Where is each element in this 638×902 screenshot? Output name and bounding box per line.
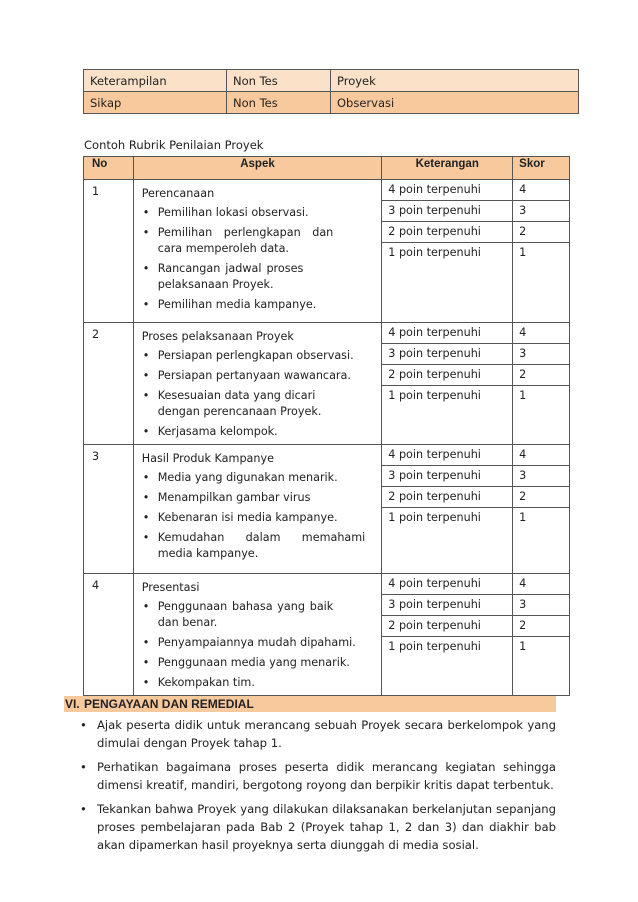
table-cell: Keterampilan <box>84 70 227 92</box>
criteria-item: 3 poin terpenuhi <box>382 201 512 222</box>
table-row <box>84 445 570 574</box>
list-item: • Persiapan perlengkapan observasi. <box>142 348 374 364</box>
list-item: • Kesesuaian data yang dicari dengan perencanaan Proyek. <box>142 388 374 420</box>
list-item: • Media yang digunakan menarik. <box>142 470 374 486</box>
header-keterangan: Keterangan <box>382 157 513 180</box>
criteria-item: 1 poin terpenuhi <box>388 511 481 524</box>
aspect-title: Proses pelaksanaan Proyek <box>141 330 294 343</box>
header-aspek: Aspek <box>133 157 382 180</box>
score-item: 2 <box>513 487 569 508</box>
list-item: • Persiapan pertanyaan wawancara. <box>142 368 374 384</box>
table-cell: Sikap <box>84 92 227 114</box>
score-cell <box>513 445 570 574</box>
criteria-item: 2 poin terpenuhi <box>382 487 512 508</box>
criteria-item: 3 poin terpenuhi <box>382 344 512 365</box>
list-item <box>80 758 556 794</box>
table-row <box>84 70 579 92</box>
score-item: 4 <box>513 445 569 466</box>
bullet-icon: • <box>80 760 87 774</box>
aspect-title: Hasil Produk Kampanye <box>141 452 274 465</box>
criteria-item: 3 poin terpenuhi <box>382 466 512 487</box>
criteria-item: 4 poin terpenuhi <box>382 180 512 201</box>
list-item-text: Tekankan bahwa Proyek yang dilakukan dilaksanakan berkelanjutan sepanjang proses pembelajaran pada Bab 2 (Proyek tahap 1, 2 dan 3) dan diakhir bab akan dipamerkan hasil proyeknya serta diunggah di media sosial. <box>97 802 556 852</box>
score-item: 3 <box>513 201 569 222</box>
criteria-item: 3 poin terpenuhi <box>382 595 512 616</box>
list-item: • Menampilkan gambar virus <box>142 490 374 506</box>
score-item: 4 <box>513 574 569 595</box>
aspect-items <box>142 599 374 691</box>
criteria-item: 2 poin terpenuhi <box>382 365 512 386</box>
list-item: • Rancangan jadwal proses pelaksanaan Proyek. <box>142 261 374 293</box>
score-cell <box>513 180 570 323</box>
aspect-cell <box>133 323 382 445</box>
list-item-text: Perhatikan bagaimana proses peserta didik merancang kegiatan sehingga dimensi kreatif, mandiri, bergotong royong dan berpikir kritis dapat terbentuk. <box>97 760 556 792</box>
score-item: 2 <box>513 616 569 637</box>
header-no: No <box>84 157 134 180</box>
list-item: • Penyampaiannya mudah dipahami. <box>142 635 374 651</box>
score-item: 1 <box>519 246 527 259</box>
score-item: 3 <box>513 466 569 487</box>
criteria-cell <box>382 445 513 574</box>
bullet-icon: • <box>80 802 87 816</box>
row-number: 3 <box>84 445 134 574</box>
bullet-icon: • <box>80 718 87 732</box>
list-item: • Penggunaan media yang menarik. <box>142 655 374 671</box>
aspect-title: Presentasi <box>141 581 200 594</box>
criteria-item: 1 poin terpenuhi <box>388 640 481 653</box>
table-row <box>84 574 570 696</box>
score-item: 4 <box>513 323 569 344</box>
row-number: 1 <box>84 180 134 323</box>
section-title: PENGAYAAN DAN REMEDIAL <box>84 697 254 711</box>
aspect-items <box>142 348 374 440</box>
list-item: • Kebenaran isi media kampanye. <box>142 510 374 526</box>
section-heading <box>64 696 556 712</box>
aspect-items <box>142 205 374 313</box>
score-item: 4 <box>513 180 569 201</box>
list-item-text: Ajak peserta didik untuk merancang sebuah Proyek secara berkelompok yang dimulai dengan Proyek tahap 1. <box>97 718 556 750</box>
criteria-cell <box>382 180 513 323</box>
score-item: 1 <box>519 640 527 653</box>
list-item <box>80 716 556 752</box>
list-item: • Kerjasama kelompok. <box>142 424 374 440</box>
table-header-row <box>84 157 570 180</box>
criteria-item: 4 poin terpenuhi <box>382 323 512 344</box>
list-item <box>80 800 556 854</box>
score-cell <box>513 574 570 696</box>
assessment-type-table <box>83 69 579 114</box>
table-cell: Non Tes <box>227 70 331 92</box>
table-cell: Non Tes <box>227 92 331 114</box>
score-item: 3 <box>513 595 569 616</box>
aspect-cell <box>133 574 382 696</box>
criteria-item: 1 poin terpenuhi <box>388 246 481 259</box>
criteria-item: 2 poin terpenuhi <box>382 616 512 637</box>
aspect-cell <box>133 445 382 574</box>
table-cell: Observasi <box>331 92 579 114</box>
criteria-item: 2 poin terpenuhi <box>382 222 512 243</box>
table-row <box>84 323 570 445</box>
criteria-item: 4 poin terpenuhi <box>382 445 512 466</box>
table-cell: Proyek <box>331 70 579 92</box>
section-number: VI. <box>65 697 80 711</box>
section-list <box>80 716 556 860</box>
aspect-items <box>142 470 374 562</box>
row-number: 2 <box>84 323 134 445</box>
list-item: • Kekompakan tim. <box>142 675 374 691</box>
score-item: 2 <box>513 222 569 243</box>
aspect-cell <box>133 180 382 323</box>
table-caption: Contoh Rubrik Penilaian Proyek <box>84 138 264 152</box>
list-item: • Penggunaan bahasa yang baik dan benar. <box>142 599 374 631</box>
list-item: • Pemilihan lokasi observasi. <box>142 205 374 221</box>
table-row <box>84 180 570 323</box>
score-item: 3 <box>513 344 569 365</box>
score-cell <box>513 323 570 445</box>
criteria-item: 1 poin terpenuhi <box>388 389 481 402</box>
header-skor: Skor <box>513 157 570 180</box>
rubric-table <box>83 156 570 696</box>
table-row <box>84 92 579 114</box>
aspect-title: Perencanaan <box>141 187 215 200</box>
criteria-item: 4 poin terpenuhi <box>382 574 512 595</box>
list-item: • Pemilihan perlengkapan dan cara memperoleh data. <box>142 225 374 257</box>
score-item: 1 <box>519 511 527 524</box>
list-item: • Pemilihan media kampanye. <box>142 297 374 313</box>
score-item: 2 <box>513 365 569 386</box>
score-item: 1 <box>519 389 527 402</box>
criteria-cell <box>382 574 513 696</box>
row-number: 4 <box>84 574 134 696</box>
list-item: • Kemudahan dalam memahami media kampanye. <box>142 530 374 562</box>
criteria-cell <box>382 323 513 445</box>
